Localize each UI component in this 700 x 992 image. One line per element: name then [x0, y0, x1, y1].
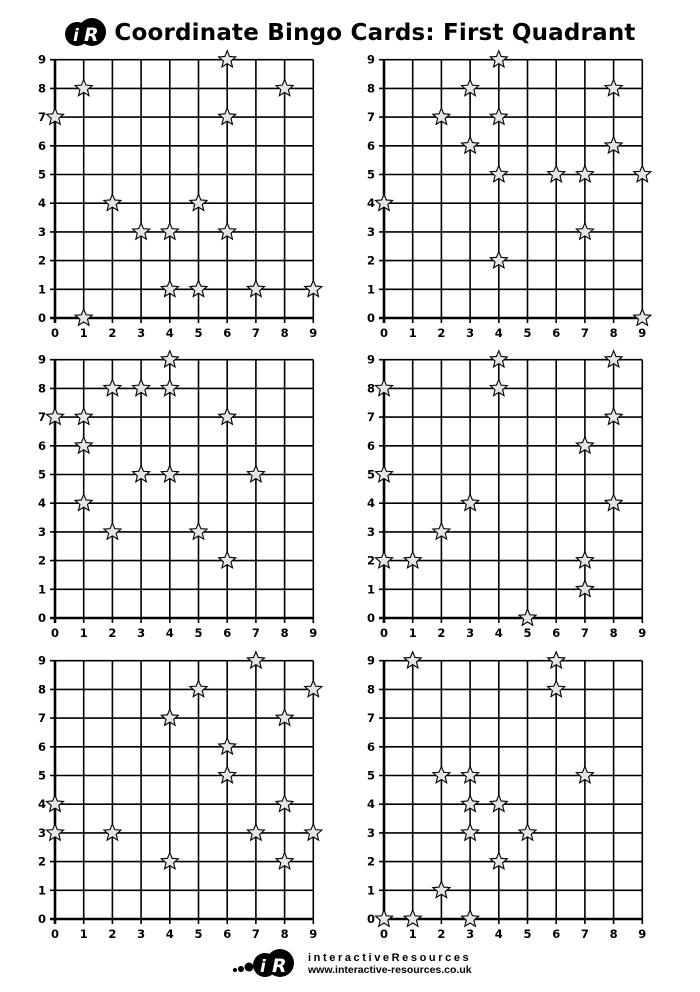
ir-footer-logo-icon [230, 944, 300, 984]
y-tick-label: 4 [366, 196, 375, 211]
x-tick-label: 5 [194, 927, 203, 941]
y-tick-label: 1 [37, 282, 46, 297]
x-tick-label: 6 [223, 927, 232, 941]
x-tick-label: 5 [523, 626, 532, 640]
y-tick-label: 1 [37, 883, 46, 898]
x-tick-label: 3 [137, 326, 146, 340]
x-tick-label: 7 [580, 626, 589, 640]
x-tick-label: 4 [165, 626, 174, 640]
x-tick-label: 8 [280, 626, 289, 640]
x-tick-label: 6 [552, 927, 561, 941]
y-tick-label: 3 [37, 224, 46, 239]
x-tick-label: 5 [194, 626, 203, 640]
coordinate-grid [357, 649, 657, 939]
y-tick-label: 8 [366, 381, 375, 396]
x-tick-label: 0 [50, 927, 60, 941]
footer-brand: interactiveResources [308, 952, 472, 964]
y-tick-label: 8 [37, 81, 46, 96]
y-tick-label: 0 [37, 611, 46, 625]
x-tick-label: 1 [408, 927, 417, 941]
y-tick-label: 4 [37, 797, 46, 812]
y-tick-label: 4 [37, 496, 46, 511]
y-tick-label: 5 [366, 467, 375, 482]
coordinate-grid [357, 348, 657, 638]
x-tick-label: 4 [494, 326, 503, 340]
x-tick-label: 1 [408, 626, 417, 640]
y-tick-label: 9 [37, 352, 46, 367]
x-tick-label: 5 [523, 927, 532, 941]
y-tick-label: 2 [37, 854, 46, 869]
y-tick-label: 5 [37, 768, 46, 783]
x-tick-label: 1 [79, 326, 88, 340]
x-tick-label: 2 [108, 326, 117, 340]
footer-url-link[interactable]: www.interactive-resources.co.uk [308, 964, 472, 976]
bingo-card-2 [357, 48, 657, 338]
x-tick-label: 6 [552, 326, 561, 340]
y-tick-label: 0 [366, 912, 375, 926]
x-tick-label: 4 [165, 927, 174, 941]
coordinate-grid [28, 348, 328, 638]
y-tick-label: 5 [37, 167, 46, 182]
x-tick-label: 9 [309, 626, 318, 640]
y-tick-label: 0 [366, 611, 375, 625]
y-tick-label: 4 [366, 797, 375, 812]
x-tick-label: 7 [580, 326, 589, 340]
ir-logo-icon [64, 14, 106, 52]
y-tick-label: 3 [366, 524, 375, 539]
x-tick-label: 3 [137, 927, 146, 941]
y-tick-label: 4 [37, 196, 46, 211]
x-tick-label: 9 [638, 626, 647, 640]
coordinate-grid [28, 48, 328, 338]
y-tick-label: 3 [37, 825, 46, 840]
x-tick-label: 3 [466, 927, 475, 941]
x-tick-label: 3 [466, 326, 475, 340]
x-tick-label: 0 [379, 927, 389, 941]
y-tick-label: 7 [37, 110, 46, 125]
y-tick-label: 8 [37, 381, 46, 396]
x-tick-label: 7 [580, 927, 589, 941]
x-tick-label: 9 [309, 326, 318, 340]
bingo-card-5 [28, 649, 328, 939]
y-tick-label: 6 [37, 438, 46, 453]
y-tick-label: 8 [366, 81, 375, 96]
footer [230, 944, 472, 984]
x-tick-label: 8 [609, 927, 618, 941]
y-tick-label: 6 [366, 138, 375, 153]
y-tick-label: 7 [37, 711, 46, 726]
y-tick-label: 9 [37, 653, 46, 668]
x-tick-label: 8 [609, 326, 618, 340]
x-tick-label: 1 [408, 326, 417, 340]
svg-text:i: i [260, 957, 266, 977]
x-tick-label: 0 [379, 626, 389, 640]
x-tick-label: 2 [437, 626, 446, 640]
x-tick-label: 7 [251, 626, 260, 640]
y-tick-label: 1 [366, 883, 375, 898]
x-tick-label: 2 [108, 626, 117, 640]
y-tick-label: 5 [37, 467, 46, 482]
y-tick-label: 1 [366, 282, 375, 297]
y-tick-label: 2 [37, 553, 46, 568]
x-tick-label: 8 [280, 326, 289, 340]
y-tick-label: 3 [366, 825, 375, 840]
y-tick-label: 1 [366, 582, 375, 597]
y-tick-label: 1 [37, 582, 46, 597]
y-tick-label: 5 [366, 167, 375, 182]
coordinate-grid [357, 48, 657, 338]
y-tick-label: 0 [37, 311, 46, 325]
y-tick-label: 2 [366, 553, 375, 568]
page-title: Coordinate Bingo Cards: First Quadrant [114, 20, 636, 46]
y-tick-label: 7 [366, 410, 375, 425]
y-tick-label: 6 [366, 739, 375, 754]
y-tick-label: 3 [37, 524, 46, 539]
svg-text:R: R [272, 955, 287, 977]
x-tick-label: 0 [379, 326, 389, 340]
bingo-card-1 [28, 48, 328, 338]
y-tick-label: 9 [37, 52, 46, 67]
x-tick-label: 4 [165, 326, 174, 340]
x-tick-label: 9 [638, 326, 647, 340]
y-tick-label: 5 [366, 768, 375, 783]
x-tick-label: 7 [251, 326, 260, 340]
y-tick-label: 9 [366, 653, 375, 668]
y-tick-label: 0 [37, 912, 46, 926]
y-tick-label: 4 [366, 496, 375, 511]
x-tick-label: 1 [79, 927, 88, 941]
x-tick-label: 9 [638, 927, 647, 941]
x-tick-label: 6 [552, 626, 561, 640]
x-tick-label: 0 [50, 326, 60, 340]
x-tick-label: 6 [223, 326, 232, 340]
x-tick-label: 3 [137, 626, 146, 640]
y-tick-label: 3 [366, 224, 375, 239]
y-tick-label: 7 [366, 110, 375, 125]
x-tick-label: 5 [194, 326, 203, 340]
x-tick-label: 2 [108, 927, 117, 941]
y-tick-label: 7 [366, 711, 375, 726]
y-tick-label: 9 [366, 52, 375, 67]
y-tick-label: 2 [37, 253, 46, 268]
x-tick-label: 7 [251, 927, 260, 941]
y-tick-label: 2 [366, 253, 375, 268]
y-tick-label: 6 [37, 739, 46, 754]
x-tick-label: 4 [494, 626, 503, 640]
bingo-card-6 [357, 649, 657, 939]
x-tick-label: 5 [523, 326, 532, 340]
y-tick-label: 6 [366, 438, 375, 453]
y-tick-label: 8 [37, 682, 46, 697]
x-tick-label: 3 [466, 626, 475, 640]
y-tick-label: 0 [366, 311, 375, 325]
bingo-card-3 [28, 348, 328, 638]
x-tick-label: 6 [223, 626, 232, 640]
x-tick-label: 2 [437, 927, 446, 941]
y-tick-label: 2 [366, 854, 375, 869]
x-tick-label: 8 [280, 927, 289, 941]
y-tick-label: 8 [366, 682, 375, 697]
x-tick-label: 1 [79, 626, 88, 640]
x-tick-label: 8 [609, 626, 618, 640]
y-tick-label: 6 [37, 138, 46, 153]
x-tick-label: 9 [309, 927, 318, 941]
svg-text:R: R [84, 24, 100, 46]
svg-text:i: i [73, 26, 80, 46]
y-tick-label: 7 [37, 410, 46, 425]
coordinate-grid [28, 649, 328, 939]
x-tick-label: 4 [494, 927, 503, 941]
x-tick-label: 0 [50, 626, 60, 640]
bingo-card-4 [357, 348, 657, 638]
y-tick-label: 9 [366, 352, 375, 367]
x-tick-label: 2 [437, 326, 446, 340]
